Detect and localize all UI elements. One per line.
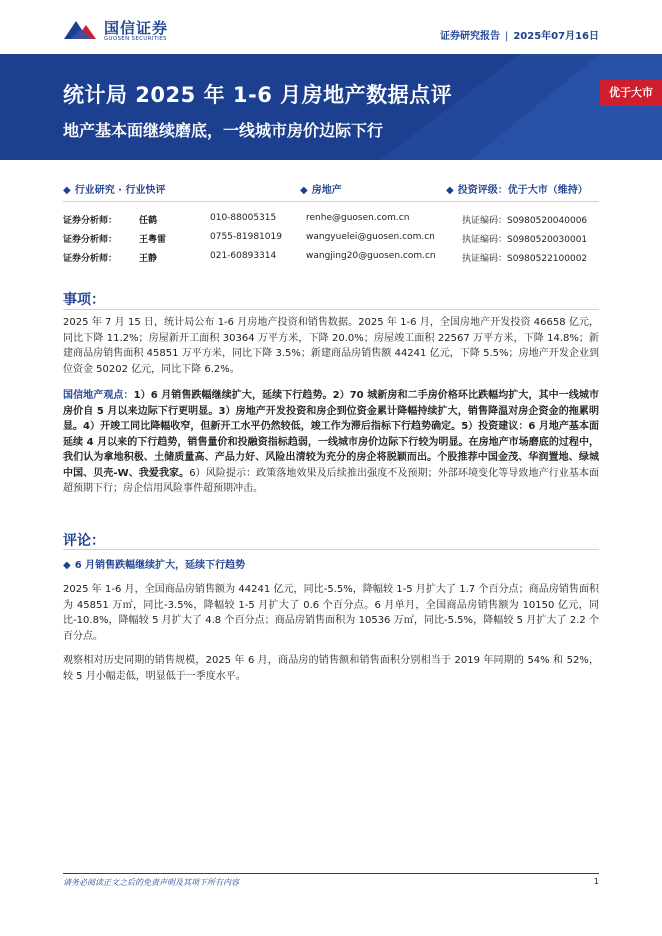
view-text-block (63, 388, 599, 497)
analyst-name: 任鹤 (139, 216, 158, 226)
analyst-phone: 0755-81981019 (210, 232, 282, 242)
analyst-email[interactable]: wangyuelei@guosen.com.cn (306, 232, 435, 242)
view-paragraph (63, 388, 599, 497)
diamond-icon: ◆ (446, 185, 454, 196)
header-separator: | (504, 31, 509, 42)
matters-text: 2025 年 7 月 15 日，统计局公布 1-6 月房地产投资和销售数据。2025 年 1-6 月，全国房地产开发投资 46658 亿元，同比下降 11.2%；房屋新开工面积 30364 万平方米，下降 20.0%；房屋竣工面积 22567 万平方米，下降 14.8%；新建商品房销售面积 45851 万平方米，同比下降 3.5%；新建商品房销售额 44241 亿元，下降 5.5%；房地产开发企业到位资金 50202 亿元，同比下降 6.2%。 (63, 317, 599, 375)
analyst-cert: 执证编码：S0980522100002 (462, 254, 588, 264)
rating-badge: 优于大市 (600, 80, 662, 106)
report-title: 统计局 2025 年 1-6 月房地产数据点评 (63, 83, 453, 107)
analyst-phone: 021-60893314 (210, 251, 277, 261)
review-heading: 评论： (63, 533, 105, 549)
doc-type: 证券研究报告 (439, 31, 500, 42)
footer-disclaimer: 请务必阅读正文之后的免责声明及其项下所有内容 (63, 878, 239, 887)
analyst-table (63, 213, 599, 270)
analyst-name: 王静 (139, 254, 158, 264)
analyst-email[interactable]: renhe@guosen.com.cn (306, 213, 410, 223)
diamond-icon: ◆ (300, 185, 308, 196)
view-label: 国信地产观点： (63, 390, 134, 401)
rating-label: 投资评级：优于大市（维持） (457, 185, 588, 196)
guosen-logo-icon (62, 15, 100, 45)
analyst-email[interactable]: wangjing20@guosen.com.cn (306, 251, 436, 261)
report-meta-top (440, 27, 599, 42)
sector-label: 房地产 (311, 185, 342, 196)
guosen-logo (62, 15, 212, 49)
analyst-label: 证券分析师： (63, 254, 118, 264)
section-divider (63, 549, 599, 550)
analyst-label: 证券分析师： (63, 216, 118, 226)
meta-category (63, 181, 165, 196)
brand-name-cn: 国信证券 (104, 19, 169, 37)
view-bold-text: 1）6 月销售跌幅继续扩大，延续下行趋势。2）70 城新房和二手房价格环比跌幅均扩大，其中一线城市房价自 5 月以来边际下行更明显。3）房地产开发投资和房企到位资金累计降幅持续扩大，销售降温对房企资金的拖累明显。4）开竣工同比降幅收窄，但新开工水平仍然较低，竣工作为滞后指标下行趋势确定。5）投资建议：6 月地产基本面延续 4 月以来的下行趋势，销售量价和投融资指标趋弱，一线城市房价边际下行较为明显。在房地产市场磨底的过程中，我们认为拿地积极、土储质量高、产品力好、风险出清较为充分的房企将脱颖而出。个股推荐中国金茂、华润置地、绿城中国、贝壳-W、我爱我家。 (63, 390, 599, 479)
review-subheading-text: 6 月销售跌幅继续扩大，延续下行趋势 (74, 560, 246, 571)
report-date: 2025年07月16日 (513, 31, 599, 42)
meta-rating (446, 181, 588, 196)
title-banner (0, 54, 662, 160)
matters-paragraph (63, 315, 599, 377)
report-subtitle: 地产基本面继续磨底，一线城市房价边际下行 (63, 121, 384, 140)
matters-heading: 事项： (63, 292, 105, 308)
review-text-2: 观察相对历史同期的销售规模，2025 年 6 月，商品房的销售额和销售面积分别相当于 2019 年同期的 54% 和 52%，较 5 月小幅走低，明显低于一季度水平。 (63, 655, 599, 682)
analyst-label: 证券分析师： (63, 235, 118, 245)
category-label: 行业研究 · 行业快评 (74, 185, 166, 196)
analyst-cert: 执证编码：S0980520040006 (462, 216, 588, 226)
diamond-icon: ◆ (63, 185, 71, 196)
analyst-cert: 执证编码：S0980520030001 (462, 235, 588, 245)
divider (63, 201, 599, 202)
brand-name-en: GUOSEN SECURITIES (104, 36, 167, 42)
review-text-1: 2025 年 1-6 月，全国商品房销售额为 44241 亿元，同比-5.5%，降幅较 1-5 月扩大了 1.7 个百分点；商品房销售面积为 45851 万㎡，同比-3.5%，降幅较 1-5 月扩大了 0.6 个百分点。6 月单月，全国商品房销售额为 10150 亿元，同比-10.8%，降幅较 5 月扩大了 4.8 个百分点；商品房销售面积为 10536 万㎡，同比-5.5%，降幅较 5 月扩大了 2.2 个百分点。 (63, 584, 599, 642)
diamond-icon: ◆ (63, 560, 71, 571)
footer-divider (63, 873, 599, 874)
analyst-row (63, 251, 599, 270)
page-number: 1 (593, 877, 599, 886)
review-paragraph-2 (63, 653, 599, 684)
analyst-row (63, 232, 599, 251)
analyst-row (63, 213, 599, 232)
analyst-name: 王粤雷 (139, 235, 167, 245)
review-paragraph-1 (63, 582, 599, 644)
view-risk-text: 6）风险提示：政策落地效果及后续推出强度不及预期；外部环境变化等导致地产行业基本面超预期下行；房企信用风险事件超预期冲击。 (63, 467, 599, 494)
analyst-phone: 010-88005315 (210, 213, 277, 223)
review-subheading (63, 556, 245, 571)
meta-sector (300, 181, 342, 196)
section-divider (63, 309, 599, 310)
